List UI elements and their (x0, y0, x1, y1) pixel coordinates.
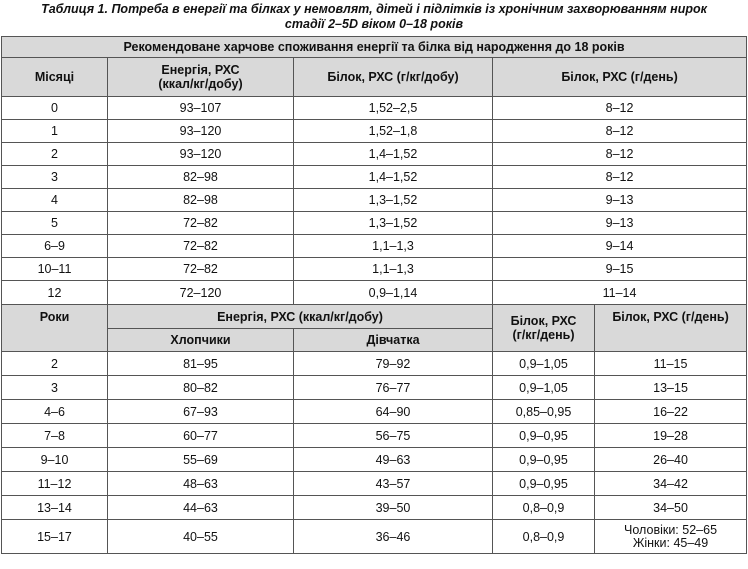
protein-kg-cell: 0,9–0,95 (493, 472, 595, 496)
protein-day-cell: 8–12 (493, 97, 747, 120)
child-protein-kg-header-line1: Білок, РХС (510, 314, 577, 328)
table-row (2, 97, 747, 120)
protein-day-cell: 16–22 (595, 400, 747, 424)
nutrition-table (1, 36, 747, 554)
infant-energy-header (108, 58, 294, 97)
protein-kg-cell: 1,1–1,3 (294, 235, 493, 258)
energy-cell: 72–120 (108, 281, 294, 305)
child-header-row-1 (2, 305, 747, 329)
protein-day-cell: 34–42 (595, 472, 747, 496)
child-protein-kg-header-line2: (г/кг/день) (512, 328, 575, 342)
infant-energy-header-line1: Енергія, РХС (161, 63, 240, 77)
months-header: Місяці (2, 58, 108, 97)
protein-kg-cell: 0,9–1,05 (493, 352, 595, 376)
protein-kg-cell: 0,9–1,14 (294, 281, 493, 305)
girls-energy-cell: 64–90 (294, 400, 493, 424)
table-row (2, 472, 747, 496)
month-cell: 5 (2, 212, 108, 235)
energy-cell: 72–82 (108, 258, 294, 281)
protein-day-cell: 8–12 (493, 143, 747, 166)
protein-day-cell: 9–15 (493, 258, 747, 281)
girls-energy-cell: 76–77 (294, 376, 493, 400)
years-cell: 11–12 (2, 472, 108, 496)
protein-day-men: Чоловіки: 52–65 (624, 522, 718, 537)
month-cell: 12 (2, 281, 108, 305)
table-row (2, 376, 747, 400)
month-cell: 1 (2, 120, 108, 143)
boys-energy-cell: 44–63 (108, 496, 294, 520)
protein-day-cell: 9–13 (493, 212, 747, 235)
girls-energy-cell: 36–46 (294, 520, 493, 554)
table-row (2, 258, 747, 281)
table-row (2, 400, 747, 424)
energy-cell: 93–120 (108, 143, 294, 166)
boys-energy-cell: 48–63 (108, 472, 294, 496)
table-row (2, 352, 747, 376)
protein-day-cell: 19–28 (595, 424, 747, 448)
boys-header: Хлопчики (108, 329, 294, 352)
protein-kg-cell: 1,52–2,5 (294, 97, 493, 120)
protein-day-cell: 13–15 (595, 376, 747, 400)
years-cell: 15–17 (2, 520, 108, 554)
years-cell: 2 (2, 352, 108, 376)
caption-line-1: Таблиця 1. Потреба в енергії та білках у немовлят, дітей і підлітків із хронічним захворюванням нирок (41, 2, 707, 16)
caption-line-2: стадії 2–5D віком 0–18 років (284, 17, 464, 31)
protein-day-women: Жінки: 45–49 (632, 535, 709, 550)
child-energy-header: Енергія, РХС (ккал/кг/добу) (108, 305, 493, 329)
protein-kg-cell: 0,8–0,9 (493, 520, 595, 554)
month-cell: 3 (2, 166, 108, 189)
table-row (2, 120, 747, 143)
protein-day-cell: 8–12 (493, 166, 747, 189)
table-row (2, 166, 747, 189)
energy-cell: 72–82 (108, 212, 294, 235)
month-cell: 10–11 (2, 258, 108, 281)
girls-energy-cell: 39–50 (294, 496, 493, 520)
protein-kg-cell: 1,4–1,52 (294, 143, 493, 166)
girls-energy-cell: 56–75 (294, 424, 493, 448)
child-protein-day-header: Білок, РХС (г/день) (595, 305, 747, 352)
month-cell: 2 (2, 143, 108, 166)
energy-cell: 82–98 (108, 189, 294, 212)
boys-energy-cell: 40–55 (108, 520, 294, 554)
month-cell: 6–9 (2, 235, 108, 258)
years-cell: 4–6 (2, 400, 108, 424)
boys-energy-cell: 67–93 (108, 400, 294, 424)
years-cell: 7–8 (2, 424, 108, 448)
main-header: Рекомендоване харчове споживання енергії та білка від народження до 18 років (2, 37, 747, 58)
table-row (2, 281, 747, 305)
girls-energy-cell: 79–92 (294, 352, 493, 376)
protein-kg-cell: 1,3–1,52 (294, 212, 493, 235)
protein-kg-cell: 0,9–0,95 (493, 424, 595, 448)
protein-kg-cell: 1,4–1,52 (294, 166, 493, 189)
boys-energy-cell: 60–77 (108, 424, 294, 448)
girls-energy-cell: 49–63 (294, 448, 493, 472)
protein-day-cell: 34–50 (595, 496, 747, 520)
table-row (2, 448, 747, 472)
boys-energy-cell: 80–82 (108, 376, 294, 400)
years-cell: 13–14 (2, 496, 108, 520)
table-row (2, 143, 747, 166)
protein-day-cell (595, 520, 747, 554)
protein-day-cell: 9–14 (493, 235, 747, 258)
protein-kg-cell: 0,9–0,95 (493, 448, 595, 472)
protein-day-cell: 26–40 (595, 448, 747, 472)
energy-cell: 93–120 (108, 120, 294, 143)
years-header: Роки (2, 305, 108, 352)
child-protein-kg-header (493, 305, 595, 352)
protein-kg-cell: 1,3–1,52 (294, 189, 493, 212)
protein-day-cell: 8–12 (493, 120, 747, 143)
protein-kg-cell: 0,8–0,9 (493, 496, 595, 520)
energy-cell: 72–82 (108, 235, 294, 258)
table-row (2, 424, 747, 448)
boys-energy-cell: 81–95 (108, 352, 294, 376)
month-cell: 4 (2, 189, 108, 212)
infant-protein-day-header: Білок, РХС (г/день) (493, 58, 747, 97)
table-row (2, 496, 747, 520)
years-cell: 9–10 (2, 448, 108, 472)
protein-day-cell: 11–15 (595, 352, 747, 376)
infant-energy-header-line2: (ккал/кг/добу) (158, 77, 243, 91)
table-row (2, 212, 747, 235)
girls-header: Дівчатка (294, 329, 493, 352)
energy-cell: 82–98 (108, 166, 294, 189)
protein-day-cell: 9–13 (493, 189, 747, 212)
protein-day-cell: 11–14 (493, 281, 747, 305)
protein-kg-cell: 0,9–1,05 (493, 376, 595, 400)
boys-energy-cell: 55–69 (108, 448, 294, 472)
protein-kg-cell: 0,85–0,95 (493, 400, 595, 424)
table-row (2, 189, 747, 212)
girls-energy-cell: 43–57 (294, 472, 493, 496)
table-caption (0, 2, 748, 32)
month-cell: 0 (2, 97, 108, 120)
protein-kg-cell: 1,52–1,8 (294, 120, 493, 143)
energy-cell: 93–107 (108, 97, 294, 120)
table-row (2, 520, 747, 554)
infant-protein-kg-header: Білок, РХС (г/кг/добу) (294, 58, 493, 97)
table-row (2, 235, 747, 258)
protein-kg-cell: 1,1–1,3 (294, 258, 493, 281)
years-cell: 3 (2, 376, 108, 400)
